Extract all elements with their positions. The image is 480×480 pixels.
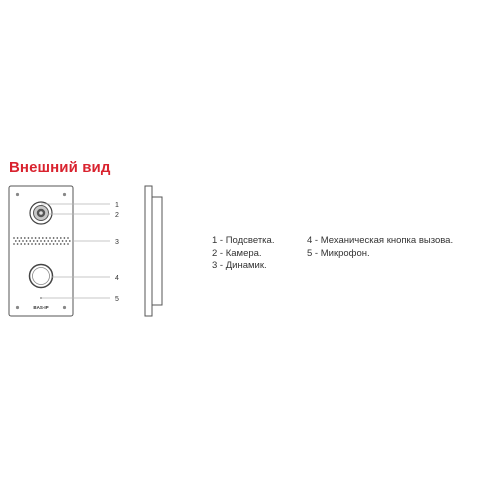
speaker-hole [49, 243, 51, 245]
speaker-hole [20, 243, 22, 245]
speaker-hole [60, 237, 62, 239]
call-button-icon [30, 265, 53, 288]
speaker-hole [60, 243, 62, 245]
speaker-hole [37, 240, 39, 242]
speaker-hole [56, 243, 58, 245]
speaker-hole [62, 240, 64, 242]
speaker-hole [56, 237, 58, 239]
speaker-hole [58, 240, 60, 242]
speaker-hole [65, 240, 67, 242]
speaker-hole [38, 243, 40, 245]
screw-icon [16, 193, 19, 196]
callout-number: 2 [115, 212, 119, 219]
legend-item-call-button: 4 - Механическая кнопка вызова. [307, 235, 454, 246]
speaker-hole [13, 243, 15, 245]
legend-item-microphone: 5 - Микрофон. [307, 247, 370, 259]
panel-logo: BAS-IP [33, 305, 49, 310]
speaker-hole [53, 243, 55, 245]
speaker-hole [28, 237, 30, 239]
microphone-icon [40, 297, 42, 299]
speaker-hole [15, 240, 17, 242]
speaker-hole [46, 243, 48, 245]
speaker-hole [17, 243, 19, 245]
speaker-hole [67, 237, 69, 239]
speaker-hole [26, 240, 28, 242]
speaker-hole [13, 237, 15, 239]
speaker-hole [42, 243, 44, 245]
callout-number: 5 [115, 296, 119, 303]
speaker-hole [19, 240, 21, 242]
legend-item-backlight: 1 - Подсветка. [212, 235, 275, 246]
side-view-panel [145, 186, 162, 316]
speaker-hole [53, 237, 55, 239]
speaker-hole [55, 240, 57, 242]
speaker-hole [49, 237, 51, 239]
speaker-hole [47, 240, 49, 242]
speaker-hole [24, 243, 26, 245]
front-view-panel [9, 186, 73, 316]
legend-item-speaker: 3 - Динамик. [212, 260, 267, 271]
legend-right-column [307, 235, 453, 260]
speaker-hole [64, 237, 66, 239]
speaker-hole [64, 243, 66, 245]
speaker-hole [51, 240, 53, 242]
speaker-hole [35, 237, 37, 239]
screw-icon [63, 193, 66, 196]
speaker-hole [20, 237, 22, 239]
callout-number: 4 [115, 275, 119, 282]
screw-icon [16, 306, 19, 309]
speaker-hole [38, 237, 40, 239]
callout-number: 1 [115, 202, 119, 209]
legend-item-camera: 2 - Камера. [212, 247, 262, 259]
speaker-hole [67, 243, 69, 245]
speaker-hole [35, 243, 37, 245]
speaker-hole [17, 237, 19, 239]
speaker-hole [31, 243, 33, 245]
speaker-hole [24, 237, 26, 239]
speaker-hole [28, 243, 30, 245]
callout-number: 3 [115, 239, 119, 246]
speaker-hole [42, 237, 44, 239]
speaker-hole [46, 237, 48, 239]
speaker-hole [44, 240, 46, 242]
section-title: Внешний вид [9, 159, 111, 176]
legend-left-column [212, 235, 274, 273]
camera-icon [30, 202, 52, 224]
screw-icon [63, 306, 66, 309]
speaker-hole [22, 240, 24, 242]
speaker-hole [33, 240, 35, 242]
speaker-hole [31, 237, 33, 239]
speaker-hole [29, 240, 31, 242]
speaker-hole [40, 240, 42, 242]
speaker-hole [69, 240, 71, 242]
